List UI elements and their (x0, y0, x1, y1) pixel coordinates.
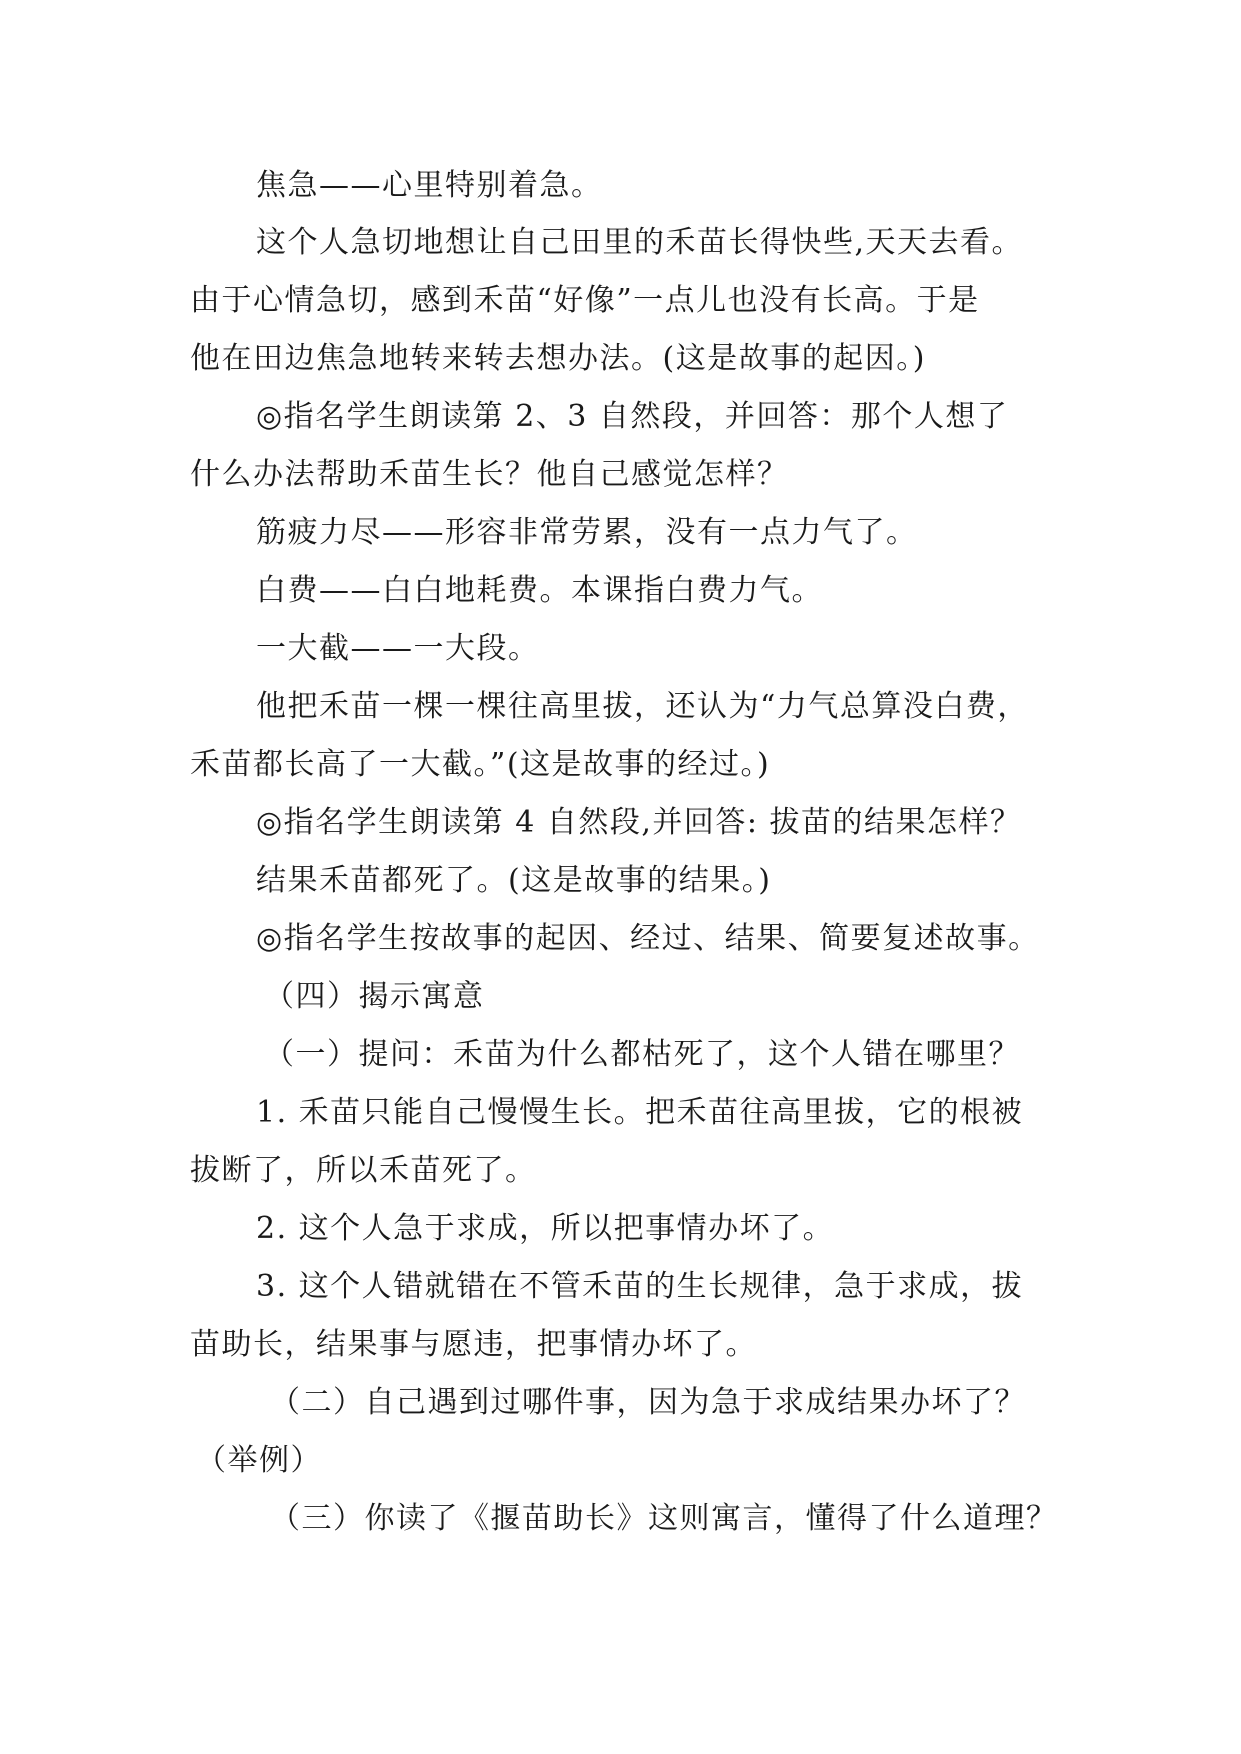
paragraph-line: 结果禾苗都死了。(这是故事的结果。) (256, 863, 772, 898)
paragraph-line: 他把禾苗一棵一棵往高里拔，还认为“力气总算没白费， (256, 689, 1029, 724)
paragraph-line: （举例） (196, 1443, 322, 1478)
paragraph-line: 2. 这个人急于求成，所以把事情办坏了。 (256, 1211, 835, 1246)
paragraph-line: 禾苗都长高了一大截。”(这是故事的经过。) (190, 747, 771, 782)
paragraph-line: 拔断了，所以禾苗死了。 (190, 1153, 537, 1188)
paragraph-line: （一）提问：禾苗为什么都枯死了，这个人错在哪里？ (264, 1037, 1020, 1072)
paragraph-line: （二）自己遇到过哪件事，因为急于求成结果办坏了？ (270, 1385, 1026, 1420)
paragraph-line: ◎指名学生朗读第 2、3 自然段，并回答：那个人想了 (256, 399, 1009, 434)
paragraph-line: 什么办法帮助禾苗生长？他自己感觉怎样？ (190, 457, 789, 492)
section-heading: （四）揭示寓意 (264, 979, 485, 1014)
paragraph-line: ◎指名学生按故事的起因、经过、结果、简要复述故事。 (256, 921, 1040, 956)
paragraph-line: 筋疲力尽——形容非常劳累，没有一点力气了。 (256, 515, 918, 550)
paragraph-line: 白费——白白地耗费。本课指白费力气。 (256, 573, 823, 608)
paragraph-line: 由于心情急切，感到禾苗“好像”一点儿也没有长高。于是 (190, 283, 980, 318)
paragraph-line: 3. 这个人错就错在不管禾苗的生长规律，急于求成，拔 (256, 1269, 1024, 1304)
paragraph-line: 1. 禾苗只能自己慢慢生长。把禾苗往高里拔，它的根被 (256, 1095, 1024, 1130)
paragraph-line: （三）你读了《揠苗助长》这则寓言，懂得了什么道理？ (270, 1501, 1058, 1536)
paragraph-line: ◎指名学生朗读第 4 自然段,并回答: 拔苗的结果怎样？ (256, 805, 1022, 840)
paragraph-line: 苗助长，结果事与愿违，把事情办坏了。 (190, 1327, 757, 1362)
paragraph-line: 他在田边焦急地转来转去想办法。(这是故事的起因。) (190, 341, 926, 376)
paragraph-line: 一大截——一大段。 (256, 631, 540, 666)
paragraph-line: 焦急——心里特别着急。 (256, 168, 603, 203)
paragraph-line: 这个人急切地想让自己田里的禾苗长得快些,天天去看。 (256, 225, 1024, 260)
